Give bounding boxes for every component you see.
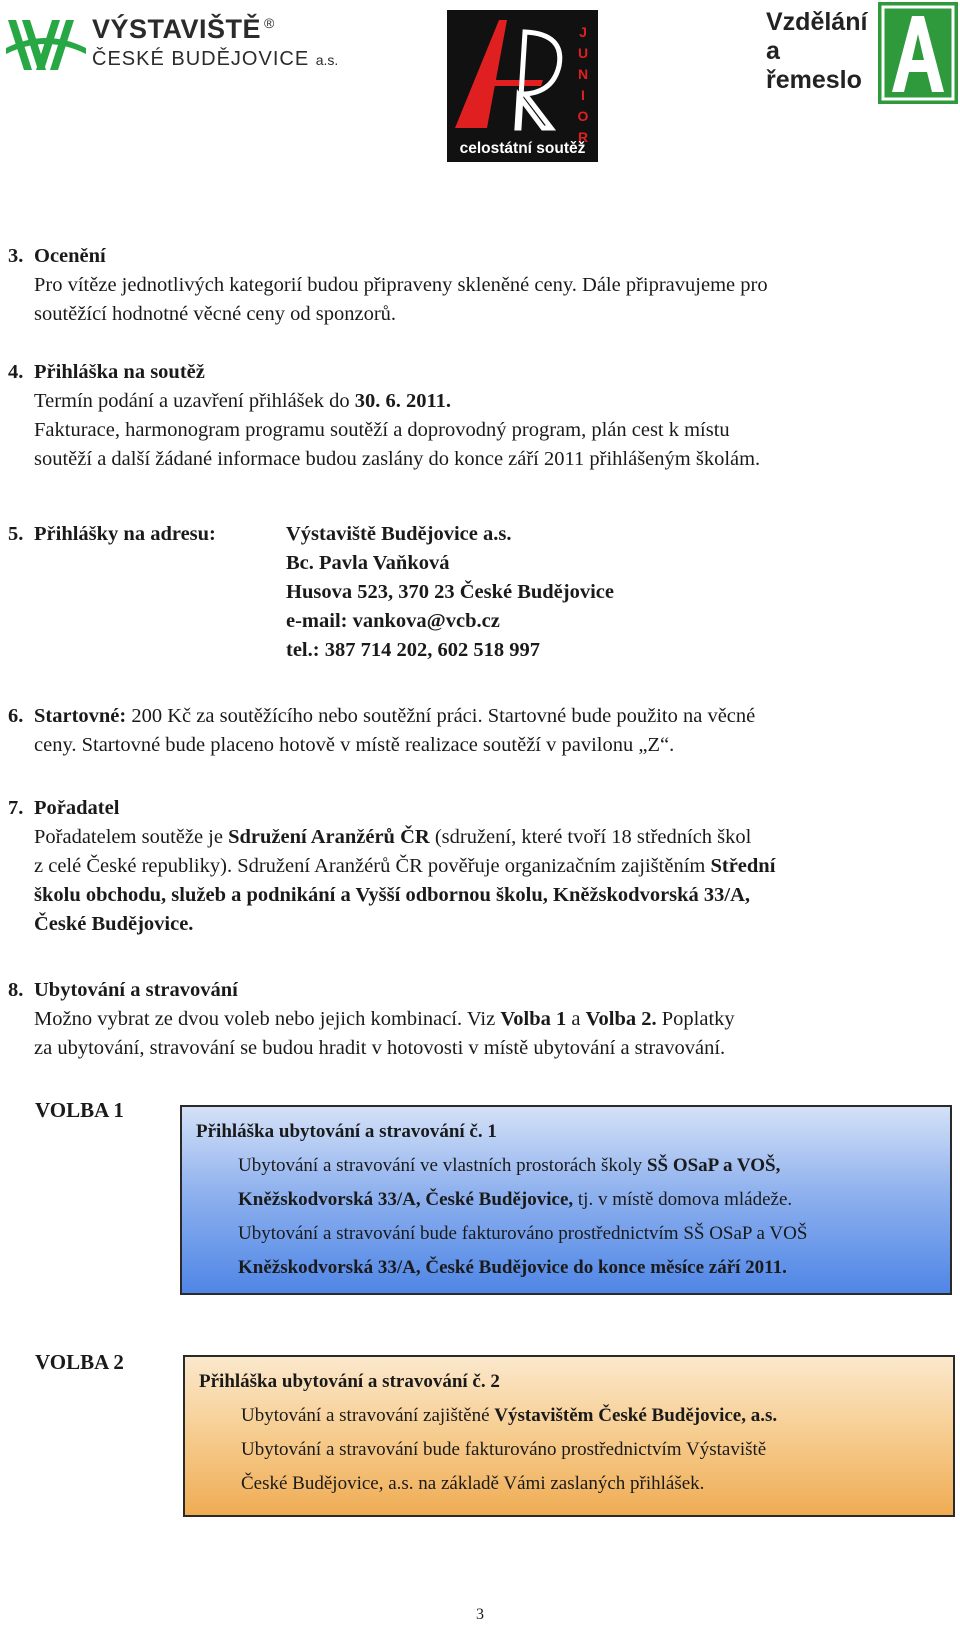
volba-1-line: Ubytování a stravování ve vlastních prostorách školy SŠ OSaP a VOŠ, <box>238 1155 781 1176</box>
section-7-poradatel <box>8 794 948 944</box>
paragraph-line: České Budějovice. <box>34 913 194 935</box>
address-street: Husova 523, 370 23 České Budějovice <box>286 581 614 603</box>
vzdelani-badge <box>878 2 958 104</box>
section-number: 8. <box>8 979 24 1001</box>
paragraph-line: Možno vybrat ze dvou voleb nebo jejich kombinací. Viz Volba 1 a Volba 2. Poplatky <box>34 1008 735 1030</box>
volba-2-label: VOLBA 2 <box>35 1350 124 1374</box>
section-number: 5. <box>8 523 24 545</box>
address-phone: tel.: 387 714 202, 602 518 997 <box>286 639 540 661</box>
section-4-prihlaska <box>8 358 948 478</box>
volba-1-line: Kněžskodvorská 33/A, České Budějovice do konce měsíce září 2011. <box>238 1257 787 1278</box>
section-title: Přihláška na soutěž <box>34 361 205 383</box>
page-number: 3 <box>476 1606 484 1623</box>
section-number: 6. <box>8 705 24 727</box>
vystaviste-logo-title: VÝSTAVIŠTĚ ® <box>92 14 275 44</box>
paragraph-line: školu obchodu, služeb a podnikání a Vyšší odbornou školu, Kněžskodvorská 33/A, <box>34 884 751 906</box>
vystaviste-mark-icon <box>6 14 86 76</box>
paragraph-line: Fakturace, harmonogram programu soutěží a doprovodný program, plán cest k místu <box>34 419 730 441</box>
section-8-ubytovani <box>8 976 948 1066</box>
paragraph-line: Startovné: 200 Kč za soutěžícího nebo soutěžní práci. Startovné bude použito na věcné <box>34 705 756 727</box>
vzdelani-logo-text: Vzdělání a řemeslo <box>766 8 868 94</box>
volba-2-line: České Budějovice, a.s. na základě Vámi zaslaných přihlášek. <box>241 1473 705 1494</box>
paragraph-line: Termín podání a uzavření přihlášek do 30. 6. 2011. <box>34 390 452 412</box>
deadline-date: 30. 6. 2011. <box>354 390 452 412</box>
vystaviste-logo <box>6 10 339 80</box>
contact-address <box>286 520 614 665</box>
volba-2-line: Ubytování a stravování bude fakturováno prostřednictvím Výstaviště <box>241 1439 767 1460</box>
paragraph-line: soutěžící hodnotné věcné ceny od sponzorů. <box>34 303 397 325</box>
address-person: Bc. Pavla Vaňková <box>286 552 450 574</box>
paragraph-line: soutěží a další žádané informace budou zaslány do konce září 2011 přihlášeným školám. <box>34 448 761 470</box>
volba-1-line: Kněžskodvorská 33/A, České Budějovice, tj. v místě domova mládeže. <box>238 1189 793 1210</box>
section-title: Přihlášky na adresu: <box>34 523 216 545</box>
section-number: 3. <box>8 245 24 267</box>
volba-2-box <box>183 1355 955 1517</box>
vzdelani-a-remeslo-logo <box>762 2 958 106</box>
section-title: Startovné: <box>34 705 127 727</box>
volba-2-line: Ubytování a stravování zajištěné Výstavištěm České Budějovice, a.s. <box>241 1405 778 1426</box>
volba-1-line: Ubytování a stravování bude fakturováno prostřednictvím SŠ OSaP a VOŠ <box>238 1223 808 1244</box>
paragraph-line: z celé České republiky). Sdružení Aranžérů ČR pověřuje organizačním zajištěním Střední <box>34 855 776 877</box>
address-organization: Výstaviště Budějovice a.s. <box>286 523 512 545</box>
vystaviste-logo-subtitle: ČESKÉ BUDĚJOVICE a.s. <box>92 48 339 70</box>
volba-1-label: VOLBA 1 <box>35 1098 124 1122</box>
volba-1-title: Přihláška ubytování a stravování č. 1 <box>196 1121 497 1142</box>
ar-logo-caption: celostátní soutěž <box>459 140 586 157</box>
paragraph-line: Pro vítěze jednotlivých kategorií budou připraveny skleněné ceny. Dále připravujeme pro <box>34 274 768 296</box>
paragraph-line: ceny. Startovné bude placeno hotově v místě realizace soutěží v pavilonu „Z“. <box>34 734 675 756</box>
section-title: Ocenění <box>34 245 106 267</box>
section-number: 7. <box>8 797 24 819</box>
ar-junior-logo <box>447 10 598 162</box>
paragraph-line: za ubytování, stravování se budou hradit v hotovosti v místě ubytování a stravování. <box>34 1037 726 1059</box>
letter-a-badge-icon <box>878 2 958 104</box>
volba-1-box <box>180 1105 952 1295</box>
section-3-oceneni <box>8 242 948 332</box>
volba-2-title: Přihláška ubytování a stravování č. 2 <box>199 1371 500 1392</box>
address-email: e-mail: vankova@vcb.cz <box>286 610 500 632</box>
section-title: Pořadatel <box>34 797 120 819</box>
paragraph-line: Pořadatelem soutěže je Sdružení Aranžérů ČR (sdružení, které tvoří 18 středních škol <box>34 826 752 848</box>
ar-junior-letters: J U N I O R <box>577 24 589 145</box>
section-title: Ubytování a stravování <box>34 979 238 1001</box>
section-6-startovne <box>8 702 948 762</box>
section-number: 4. <box>8 361 24 383</box>
ar-mark-icon <box>447 10 577 136</box>
